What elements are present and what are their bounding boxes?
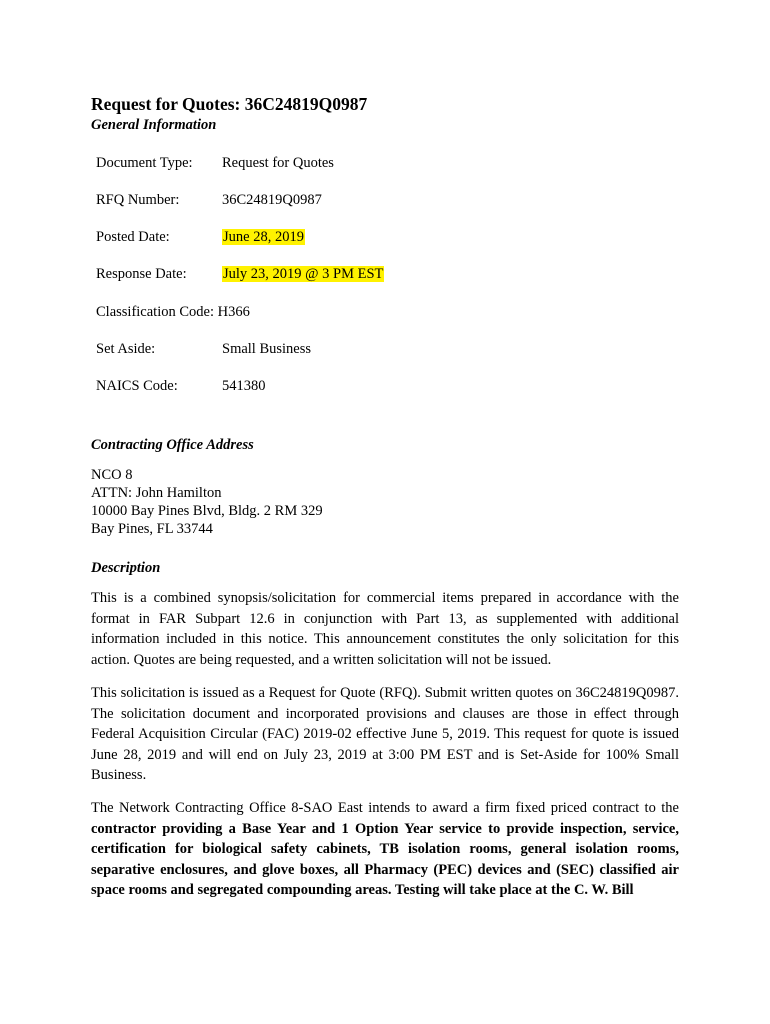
contracting-office-heading: Contracting Office Address: [91, 437, 254, 453]
field-response-date: [96, 266, 384, 283]
field-set-aside: [96, 341, 311, 358]
contracting-office-address: [91, 466, 323, 538]
description-paragraph-3: [91, 798, 679, 901]
page-title: Request for Quotes: 36C24819Q0987: [91, 94, 368, 114]
field-value: Small Business: [222, 341, 312, 357]
field-rfq-number: [96, 192, 322, 209]
field-classification-code: [96, 304, 250, 321]
field-value: H366: [217, 304, 250, 320]
field-naics-code: [96, 378, 266, 395]
address-line: 10000 Bay Pines Blvd, Bldg. 2 RM 329: [91, 503, 323, 519]
field-label: Posted Date:: [96, 229, 170, 245]
field-label: NAICS Code:: [96, 378, 178, 394]
paragraph-text: The Network Contracting Office 8-SAO East intends to award a firm fixed priced contract to the: [91, 800, 679, 816]
address-line: Bay Pines, FL 33744: [91, 521, 213, 537]
description-paragraph-2: This solicitation is issued as a Request for Quote (RFQ). Submit written quotes on 36C24819Q0987. The solicitation document and incorporated provisions and clauses are those in effect through Federal Acquisition Circular (FAC) 2019-02 effective June 5, 2019. This request for quote is issued June 28, 2019 and will end on July 23, 2019 at 3:00 PM EST and is Set-Aside for 100% Small Business.: [91, 685, 679, 784]
description-heading: Description: [91, 560, 161, 576]
field-value-highlighted: June 28, 2019: [223, 229, 304, 245]
address-line: NCO 8: [91, 467, 133, 483]
field-label: RFQ Number:: [96, 192, 180, 208]
field-value: 36C24819Q0987: [222, 192, 322, 208]
description-paragraph-1: This is a combined synopsis/solicitation for commercial items prepared in accordance with the format in FAR Subpart 12.6 in conjunction with Part 13, as supplemented with additional information included in this notice. This announcement constitutes the only solicitation for this action. Quotes are being requested, and a written solicitation will not be issued.: [91, 590, 679, 668]
general-information-heading: General Information: [91, 117, 217, 133]
field-posted-date: [96, 229, 305, 246]
field-value: Request for Quotes: [222, 155, 334, 171]
field-value: 541380: [222, 378, 266, 394]
field-label: Set Aside:: [96, 341, 156, 357]
field-label: Classification Code:: [96, 304, 214, 320]
paragraph-bold-text: contractor providing a Base Year and 1 Option Year service to provide inspection, service, certification for biological safety cabinets, TB isolation rooms, general isolation rooms, separative enclosures, and glove boxes, all Pharmacy (PEC) devices and (SEC) classified air space rooms and segregated compounding areas. Testing will take place at the C. W. Bill: [91, 820, 679, 899]
field-label: Response Date:: [96, 266, 187, 282]
field-label: Document Type:: [96, 155, 193, 171]
address-line: ATTN: John Hamilton: [91, 485, 222, 501]
field-document-type: [96, 155, 334, 172]
field-value-highlighted: July 23, 2019 @ 3 PM EST: [223, 266, 384, 282]
